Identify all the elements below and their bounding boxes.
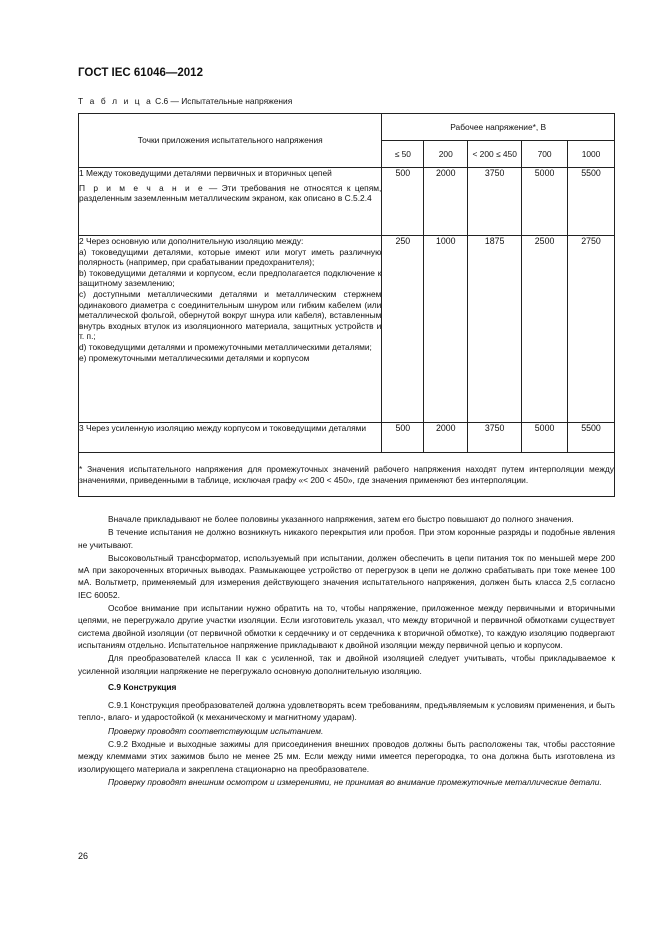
row-text: 1 Между токоведущими деталями первичных и вторичных цепей [79,168,332,178]
column-header-working-voltage: Рабочее напряжение*, В [382,114,615,141]
table-cell: 5500 [568,168,615,236]
table-cell: 2500 [522,236,568,423]
row-text: с) доступными металлическими деталями и металлическим стержнем одинакового диаметра с соединительным шнуром или гибким кабелем (или металлической фольгой, обернутой вокруг шнура или кабеля), вставленным внутрь входных втулок из изоляционного материала, защитных устройств и т. п.; [79,288,382,342]
test-voltage-table [78,113,615,497]
table-cell: 2750 [568,236,615,423]
table-cell: 500 [382,168,424,236]
table-cell: 250 [382,236,424,423]
table-cell: 2000 [424,168,468,236]
row-text: е) промежуточными металлическими деталями и корпусом [79,352,310,363]
body-paragraph: Вначале прикладывают не более половины указанного напряжения, затем его быстро повышают до полного значения. [108,514,574,524]
table-cell: 3750 [468,423,522,453]
note-text: — Эти требования не относятся к цепям, разделенным заземленным металлическим экраном, как описано в С.5.2.4 [79,182,382,204]
table-cell: 5000 [522,423,568,453]
row-text: а) токоведущими деталями, которые имеют или могут иметь различную полярность (например, при срабатывании предохранителя); [79,246,382,268]
row-text: 2 Через основную или дополнительную изоляцию между: [79,236,304,246]
table-footnote: * Значения испытательного напряжения для промежуточных значений рабочего напряжения находят путем интерполяции между значениями, приведенными в таблице, исключая графу «< 200 < 450», где значения применяют без интерполяции. [79,453,615,497]
table-row [79,423,615,453]
table-cell: 3750 [468,168,522,236]
row-text: 3 Через усиленную изоляцию между корпусом и токоведущими деталями [79,423,367,433]
subcolumn-header: < 200 ≤ 450 [468,141,522,168]
table-caption-label: Т а б л и ц а [78,96,153,106]
verification-note: Проверку проводят внешним осмотром и измерениями, не принимая во внимание промежуточные металлические детали. [108,776,602,787]
body-paragraph: Особое внимание при испытании нужно обратить на то, чтобы напряжение, приложенное между первичными и вторичными цепями, не перегружало другие участки изоляции. Если изготовитель указал, что между вторичной и первичной обмотками существует система двойной изоляции (от первичной обмотки к сердечнику и от сердечника к вторичной обмотке), то каждую изоляцию подвергают испытаниям отдельно. Испытательное напряжение прикладывают к двойной изоляции между первичной цепью и корпусом. [78,603,615,650]
body-paragraph: С.9.1 Конструкция преобразователей должна удовлетворять всем требованиям, предъявляемым к условиям применения, и быть тепло-, влаго- и ударостойкой (к механическому и магнитному ударам). [78,700,615,723]
subcolumn-header: 200 [424,141,468,168]
table-footnote-row [79,453,615,497]
table-cell: 5500 [568,423,615,453]
body-paragraph: С.9.2 Входные и выходные зажимы для присоединения внешних проводов должны быть расположены так, чтобы расстояние между клеммами этих зажимов было не менее 25 мм. Если между ними имеется перегородка, то она должна быть изготовлена из изолирующего материала и закреплена стационарно на преобразователе. [78,739,615,774]
column-header-application-points: Точки приложения испытательного напряжения [79,114,382,168]
table-caption-text: С.6 — Испытательные напряжения [152,96,293,106]
table-cell: 500 [382,423,424,453]
row-text: d) токоведущими деталями и промежуточными металлическими деталями; [79,341,372,352]
body-paragraph: В течение испытания не должно возникнуть никакого перекрытия или пробоя. При этом коронные разряды и подобные явления не учитывают. [78,527,615,550]
table-row [79,236,615,423]
table-cell: 2000 [424,423,468,453]
subcolumn-header: 700 [522,141,568,168]
row-text: b) токоведущими деталями и корпусом, если предполагается подключение к защитному заземлению; [79,267,382,289]
row-description [79,168,382,236]
subcolumn-header: ≤ 50 [382,141,424,168]
body-text [78,513,615,789]
body-paragraph: Высоковольтный трансформатор, используемый при испытании, должен обеспечить в цепи питания ток по меньшей мере 200 мА при закороченных вторичных выводах. Размыкающее устройство от перегрузок в цепи не должно срабатывать при токе менее 100 мА. Вольтметр, применяемый для измерения действующего значения испытательного напряжения, должен быть класса 2,5 согласно IEC 60052. [78,552,615,600]
section-heading: С.9 Конструкция [108,681,177,692]
page-number: 26 [78,851,89,861]
row-description [79,423,382,453]
table-cell: 1875 [468,236,522,423]
row-note [79,183,381,204]
body-paragraph: Для преобразователей класса II как с усиленной, так и двойной изоляцией следует учитывать, чтобы прикладываемое к усиленной изоляции напряжение не перегружало основную дополнительную изоляцию. [78,653,615,676]
table-row [79,168,615,236]
verification-note: Проверку проводят соответствующим испытанием. [108,725,324,736]
row-description [79,236,382,423]
table-cell: 1000 [424,236,468,423]
note-label: П р и м е ч а н и е [79,182,205,193]
document-header: ГОСТ IEC 61046—2012 [78,67,203,79]
subcolumn-header: 1000 [568,141,615,168]
table-caption [78,96,292,106]
table-cell: 5000 [522,168,568,236]
